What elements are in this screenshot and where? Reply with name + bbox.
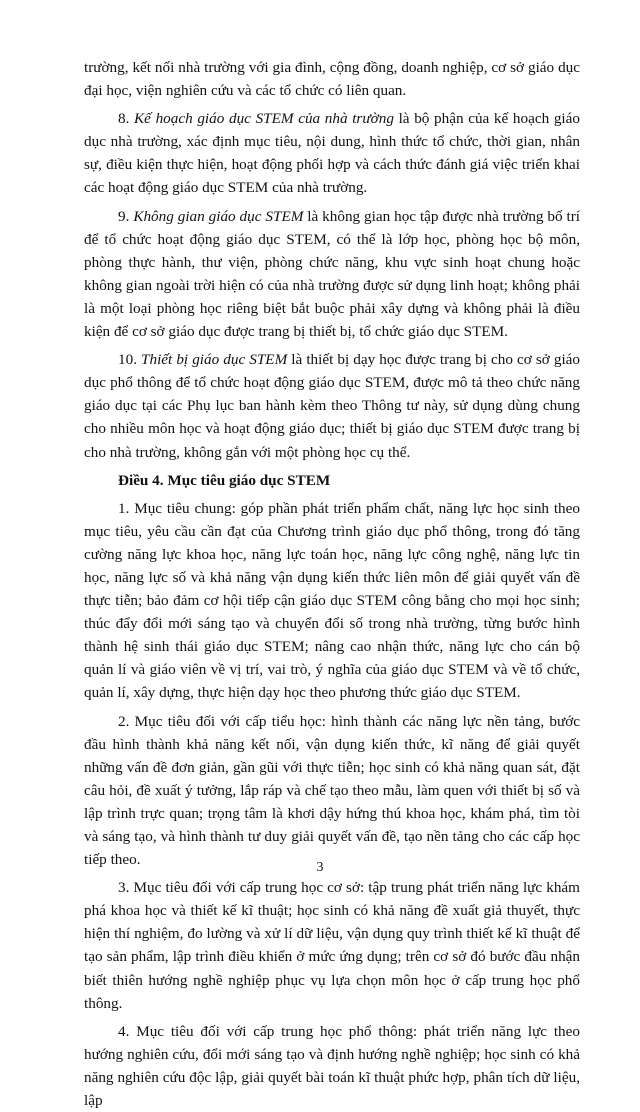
article-heading: Điều 4. Mục tiêu giáo dục STEM bbox=[118, 471, 331, 489]
item-number: 10. bbox=[118, 351, 137, 369]
definition-text: là bộ phận của kế hoạch giáo dục nhà trường, xác định mục tiêu, nội dung, hình thức tổ chức, thời gian, nhân sự, điều kiện thực hiện, hoạt động phối hợp và cách thức đánh giá việc triển khai các hoạt động giáo dục STEM của nhà trường. bbox=[84, 110, 580, 197]
paragraph-objective-3: 3. Mục tiêu đối với cấp trung học cơ sở: tập trung phát triển năng lực khám phá khoa học và thiết kế kĩ thuật; học sinh có khả năng đề xuất giả thuyết, thực hiện thí nghiệm, đo lường và xử lí dữ liệu, vận dụng quy trình thiết kế kĩ thuật để tạo sản phẩm, lập trình điều khiển ở mức ứng dụng; trên cơ sở đó bước đầu nhận biết thiên hướng nghề nghiệp phục vụ lựa chọn môn học ở cấp trung học phổ thông. bbox=[84, 879, 580, 1012]
definition-text: là thiết bị dạy học được trang bị cho cơ sở giáo dục phổ thông để tổ chức hoạt động giáo dục STEM, được mô tả theo chức năng giáo dục tại các Phụ lục ban hành kèm theo Thông tư này, sử dụng dùng chung cho nhiều môn học và hoạt động giáo dục; thiết bị giáo dục STEM được trang bị cho nhà trường, không gắn với một phòng học cụ thể. bbox=[84, 351, 581, 461]
defined-term: Kế hoạch giáo dục STEM của nhà trường bbox=[134, 110, 394, 128]
paragraph-objective-4: 4. Mục tiêu đối với cấp trung học phổ thông: phát triển năng lực theo hướng nghiên cứu, đổi mới sáng tạo và định hướng nghề nghiệp; học sinh có khả năng nghiên cứu độc lập, giải quyết bài toán kĩ thuật phức hợp, phân tích dữ liệu, lập bbox=[84, 1022, 580, 1110]
paragraph-objective-2: 2. Mục tiêu đối với cấp tiểu học: hình thành các năng lực nền tảng, bước đầu hình thành khả năng kết nối, vận dụng kiến thức, kĩ năng để giải quyết những vấn đề đơn giản, gần gũi với thực tiễn; học sinh có khả năng quan sát, đặt câu hỏi, đề xuất ý tưởng, lắp ráp và chế tạo theo mẫu, làm quen với thiết bị số và lập trình trực quan; trọng tâm là khơi dậy hứng thú khoa học, khám phá, tìm tòi và sáng tạo, và hình thành tư duy giải quyết vấn đề, tạo nền tảng cho các cấp học tiếp theo. bbox=[84, 712, 580, 869]
definition-text: là không gian học tập được nhà trường bố trí để tổ chức hoạt động giáo dục STEM, có thể là lớp học, phòng học bộ môn, phòng thực hành, thư viện, phòng chức năng, khu vực sinh hoạt chung hoặc không gian ngoài trời hiện có của nhà trường được sử dụng linh hoạt; không phải là một loại phòng học riêng biệt bắt buộc phải xây dựng và không phải là điều kiện để cơ sở giáo dục được trang bị thiết bị, tổ chức giáo dục STEM. bbox=[84, 207, 581, 341]
defined-term: Không gian giáo dục STEM bbox=[133, 207, 304, 225]
paragraph-continuation: trường, kết nối nhà trường với gia đình, cộng đồng, doanh nghiệp, cơ sở giáo dục đại học, viện nghiên cứu và các tổ chức có liên quan. bbox=[84, 59, 580, 100]
page-number: 3 bbox=[316, 860, 324, 875]
item-number: 8. bbox=[118, 110, 130, 128]
paragraph-definition-8 bbox=[84, 107, 580, 199]
paragraph-definition-10 bbox=[84, 348, 580, 463]
defined-term: Thiết bị giáo dục STEM bbox=[141, 351, 288, 369]
paragraph-objective-1: 1. Mục tiêu chung: góp phần phát triển phẩm chất, năng lực học sinh theo mục tiêu, yêu cầu cần đạt của Chương trình giáo dục phổ thông, trong đó tăng cường năng lực khoa học, năng lực toán học, năng lực công nghệ, năng lực tin học, năng lực số và khả năng vận dụng kiến thức liên môn để giải quyết vấn đề thực tiễn; bảo đảm cơ hội tiếp cận giáo dục STEM công bằng cho mọi học sinh; thúc đẩy đổi mới sáng tạo và chuyển đổi số trong nhà trường, từng bước hình thành hệ sinh thái giáo dục STEM; nâng cao nhận thức, năng lực cho cán bộ quản lí và giáo viên về vị trí, vai trò, ý nghĩa của giáo dục STEM và về tổ chức, quản lí, xây dựng, thực hiện dạy học theo phương thức giáo dục STEM. bbox=[84, 499, 580, 702]
paragraph-definition-9 bbox=[84, 205, 580, 344]
item-number: 9. bbox=[118, 207, 130, 225]
